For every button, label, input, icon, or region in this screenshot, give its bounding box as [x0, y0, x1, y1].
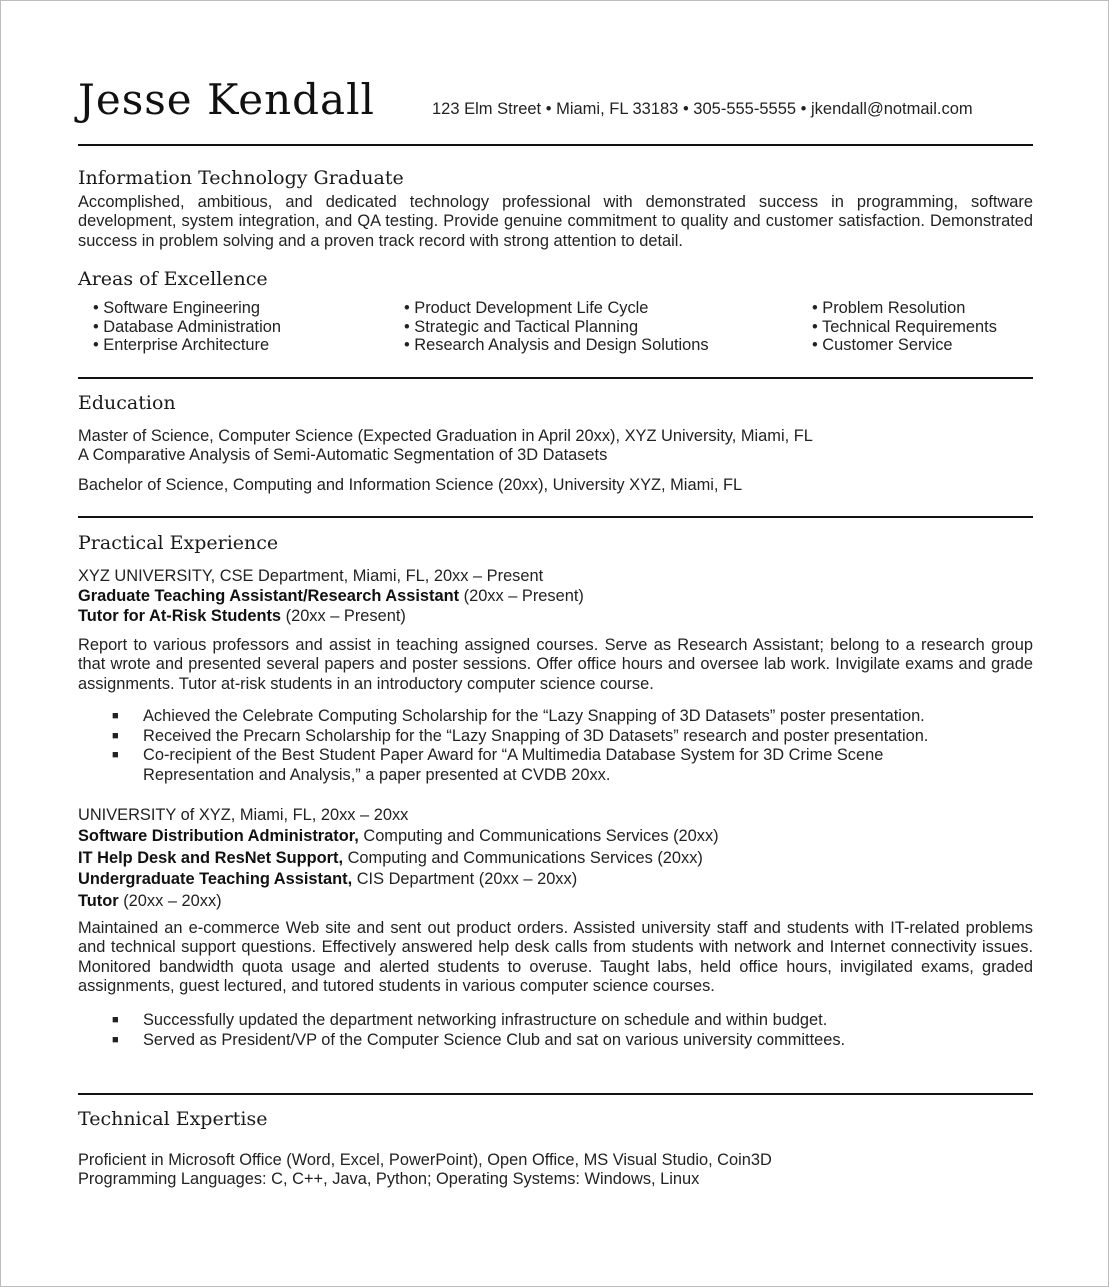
list-item: ■ Achieved the Celebrate Computing Scholarship for the “Lazy Snapping of 3D Datasets” poster presentation.: [112, 707, 925, 725]
excellence-column-2: [404, 299, 709, 355]
list-item: ■ Received the Precarn Scholarship for the “Lazy Snapping of 3D Datasets” research and poster presentation.: [112, 726, 929, 745]
technical-languages: Programming Languages: C, C++, Java, Python; Operating Systems: Windows, Linux: [78, 1170, 700, 1189]
skill-item: • Technical Requirements: [812, 317, 997, 336]
skill-item: • Strategic and Tactical Planning: [404, 317, 639, 336]
education-degree-masters: Master of Science, Computer Science (Expected Graduation in April 20xx), XYZ University, Miami, FL: [78, 427, 813, 445]
education-bachelors: [78, 476, 1033, 495]
skill-item: • Product Development Life Cycle: [404, 299, 649, 317]
job-1-role-2-dates: (20xx – Present): [281, 607, 406, 625]
skill-item: • Problem Resolution: [812, 299, 966, 317]
job-2-role-1-title: Software Distribution Administrator,: [78, 827, 359, 845]
job-1-role-1-dates: (20xx – Present): [459, 587, 584, 605]
excellence-column-3: [812, 299, 997, 355]
technical-divider: [78, 1093, 1033, 1095]
job-2-role-1-detail: Computing and Communications Services (20xx): [358, 827, 719, 845]
candidate-name: Jesse Kendall: [78, 75, 375, 124]
summary-text: Accomplished, ambitious, and dedicated technology professional with demonstrated success in programming, software development, system integration, and QA testing. Provide genuine commitment to quality and customer satisfaction. Demonstrated success in problem solving and a proven track record with strong attention to detail.: [78, 193, 1033, 250]
technical-details: [78, 1151, 1033, 1190]
job-2-role-4-title: Tutor: [78, 891, 119, 910]
job-1-org: XYZ UNIVERSITY, CSE Department, Miami, FL, 20xx – Present: [78, 567, 544, 585]
skill-item: • Software Engineering: [93, 299, 261, 317]
job-2-role-3-detail: CIS Department (20xx – 20xx): [352, 870, 578, 888]
excellence-heading: Areas of Excellence: [78, 268, 268, 290]
square-bullet-icon: ■: [112, 1033, 119, 1046]
job-2-role-2-detail: Computing and Communications Services (20xx): [343, 848, 703, 867]
job-1-role-2: [78, 606, 1033, 626]
experience-heading: Practical Experience: [78, 532, 279, 554]
job-1-header: [78, 566, 1033, 626]
square-bullet-icon: ■: [112, 749, 119, 761]
square-bullet-icon: ■: [112, 1014, 119, 1026]
skill-item: • Customer Service: [812, 336, 953, 355]
job-2-header: [78, 805, 1033, 912]
header-divider: [78, 144, 1033, 146]
list-item: ■ Successfully updated the department networking infrastructure on schedule and within budget.: [112, 1011, 828, 1029]
job-2-role-2-title: IT Help Desk and ResNet Support,: [78, 848, 344, 867]
job-2-role-4: [78, 891, 1033, 913]
education-masters: [78, 427, 1033, 466]
job-2-org: UNIVERSITY of XYZ, Miami, FL, 20xx – 20xx: [78, 806, 409, 824]
square-bullet-icon: ■: [112, 729, 119, 742]
job-2-achievements: [112, 1011, 1042, 1050]
list-item: ■ Served as President/VP of the Computer Science Club and sat on various university committees.: [112, 1030, 846, 1049]
summary-heading: Information Technology Graduate: [78, 167, 404, 189]
skill-item: • Database Administration: [93, 317, 281, 336]
technical-software: Proficient in Microsoft Office (Word, Excel, PowerPoint), Open Office, MS Visual Studio, Coin3D: [78, 1151, 772, 1169]
job-2-role-1: [78, 826, 1033, 848]
job-2-role-4-detail: (20xx – 20xx): [118, 891, 222, 910]
job-2-role-2: [78, 848, 1033, 870]
excellence-column-1: [93, 299, 281, 355]
job-2-description: Maintained an e-commerce Web site and sent out product orders. Assisted university staff and students with IT-related problems and technical support questions. Effectively answered help desk calls from students with network and Internet connectivity issues. Monitored bandwidth quota usage and alerted students to overuse. Taught labs, held office hours, invigilated exams, graded assignments, guest lectured, and tutored students in various computer science courses.: [78, 919, 1033, 995]
education-divider: [78, 377, 1033, 379]
job-1-achievements: [112, 707, 1042, 785]
education-thesis: A Comparative Analysis of Semi-Automatic Segmentation of 3D Datasets: [78, 446, 608, 465]
technical-heading: Technical Expertise: [78, 1108, 268, 1130]
list-item: ■ Co-recipient of the Best Student Paper Award for “A Multimedia Database System for 3D Crime Scene Representation and Analysis,” a paper presented at CVDB 20xx.: [112, 746, 884, 784]
job-1-role-1-title: Graduate Teaching Assistant/Research Assistant: [78, 587, 460, 605]
contact-info: 123 Elm Street • Miami, FL 33183 • 305-555-5555 • jkendall@notmail.com: [432, 100, 973, 118]
job-2-role-3: [78, 869, 1033, 891]
job-2-role-3-title: Undergraduate Teaching Assistant,: [78, 870, 353, 888]
job-1-description: Report to various professors and assist in teaching assigned courses. Serve as Research Assistant; belong to a research group that wrote and presented several papers and poster sessions. Offer office hours and oversee lab work. Invigilate exams and grade assignments. Tutor at-risk students in an introductory computer science course.: [78, 636, 1033, 693]
education-degree-bachelors: Bachelor of Science, Computing and Information Science (20xx), University XYZ, Miami, FL: [78, 476, 743, 494]
skill-item: • Research Analysis and Design Solutions: [404, 336, 709, 355]
education-heading: Education: [78, 392, 176, 414]
skill-item: • Enterprise Architecture: [93, 336, 270, 355]
square-bullet-icon: ■: [112, 710, 119, 722]
job-1-role-1: [78, 586, 1033, 606]
experience-divider: [78, 516, 1033, 518]
job-1-role-2-title: Tutor for At-Risk Students: [78, 607, 282, 625]
